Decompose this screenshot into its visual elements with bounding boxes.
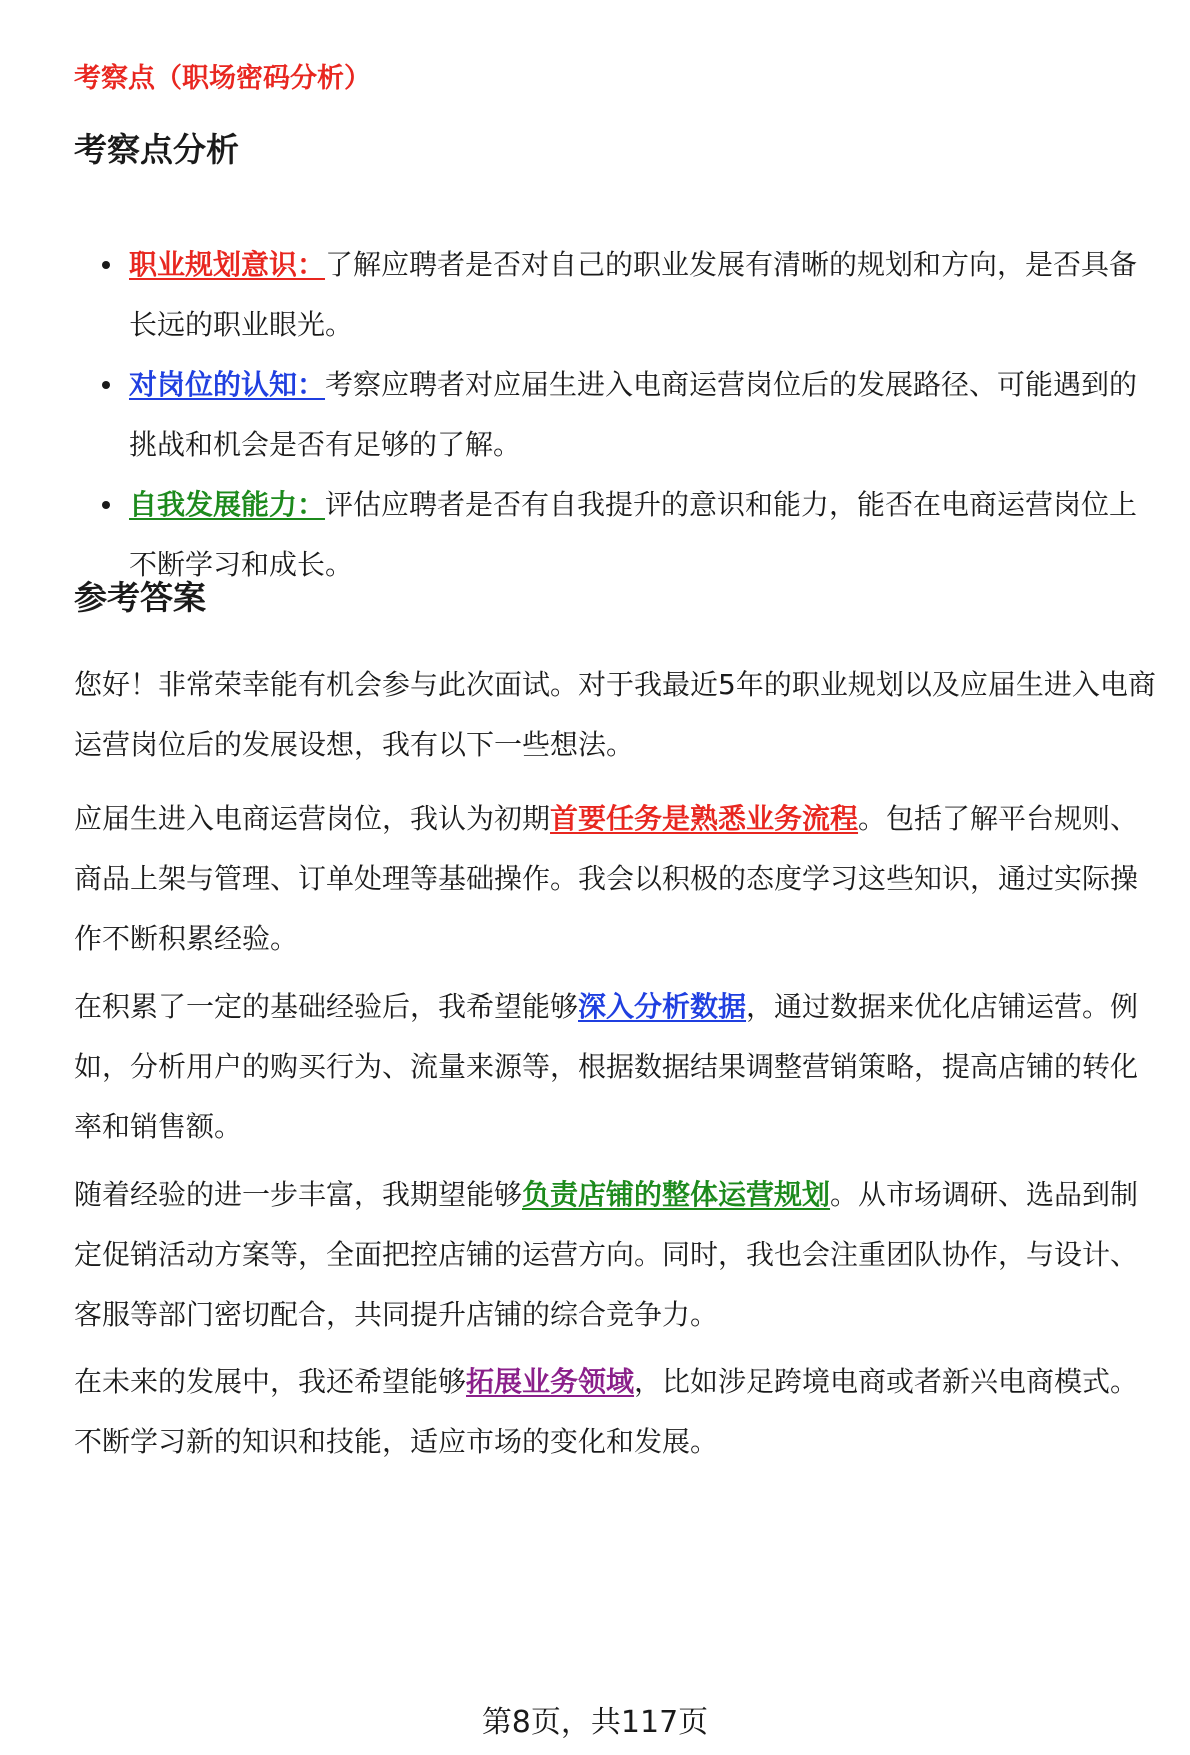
bullet-icon: [102, 501, 110, 509]
paragraph-text: ，比如涉足跨境电商或者新兴电商模式。不断学习新的知识和技能，适应市场的变化和发展。: [74, 1365, 1139, 1458]
point-text: 考察应聘者对应届生进入电商运营岗位后的发展路径、可能遇到的挑战和机会是否有足够的了解。: [129, 368, 1138, 461]
analysis-points-list: [74, 235, 1154, 595]
highlight-text: 深入分析数据: [578, 990, 747, 1023]
page-number: 第8页，共117页: [481, 1705, 709, 1740]
paragraph-text: 您好！非常荣幸能有机会参与此次面试。对于我最近5年的职业规划以及应届生进入电商运营岗位后的发展设想，我有以下一些想法。: [74, 668, 1156, 761]
answer-paragraph: [74, 655, 1160, 775]
highlight-text: 负责店铺的整体运营规划: [522, 1178, 831, 1211]
list-item: [74, 355, 1154, 475]
paragraph-text: 应届生进入电商运营岗位，我认为初期: [74, 802, 551, 835]
list-item: [74, 235, 1154, 355]
section-title-answer: 参考答案: [74, 578, 206, 617]
point-label: 对岗位的认知：: [129, 368, 326, 401]
paragraph-text: 。包括了解平台规则、商品上架与管理、订单处理等基础操作。我会以积极的态度学习这些知识，通过实际操作不断积累经验。: [74, 802, 1139, 955]
answer-paragraph: [74, 1165, 1160, 1345]
paragraph-text: 随着经验的进一步丰富，我期望能够: [74, 1178, 523, 1211]
highlight-text: 拓展业务领域: [466, 1365, 635, 1398]
paragraph-text: ，通过数据来优化店铺运营。例如，分析用户的购买行为、流量来源等，根据数据结果调整营销策略，提高店铺的转化率和销售额。: [74, 990, 1139, 1143]
answer-paragraph: [74, 789, 1160, 969]
list-item: [74, 475, 1154, 595]
section-title-analysis: 考察点分析: [74, 130, 239, 169]
point-label: 职业规划意识：: [129, 248, 326, 281]
point-label: 自我发展能力：: [129, 488, 326, 521]
paragraph-text: 在积累了一定的基础经验后，我希望能够: [74, 990, 579, 1023]
paragraph-text: 在未来的发展中，我还希望能够: [74, 1365, 467, 1398]
highlight-text: 首要任务是熟悉业务流程: [550, 802, 859, 835]
bullet-icon: [102, 381, 110, 389]
bullet-icon: [102, 261, 110, 269]
paragraph-text: 。从市场调研、选品到制定促销活动方案等，全面把控店铺的运营方向。同时，我也会注重团队协作，与设计、客服等部门密切配合，共同提升店铺的综合竞争力。: [74, 1178, 1139, 1331]
top-label: 考察点（职场密码分析）: [74, 63, 371, 94]
answer-paragraph: [74, 1352, 1160, 1472]
point-text: 评估应聘者是否有自我提升的意识和能力，能否在电商运营岗位上不断学习和成长。: [129, 488, 1138, 581]
answer-paragraph: [74, 977, 1160, 1157]
point-text: 了解应聘者是否对自己的职业发展有清晰的规划和方向，是否具备长远的职业眼光。: [129, 248, 1138, 341]
